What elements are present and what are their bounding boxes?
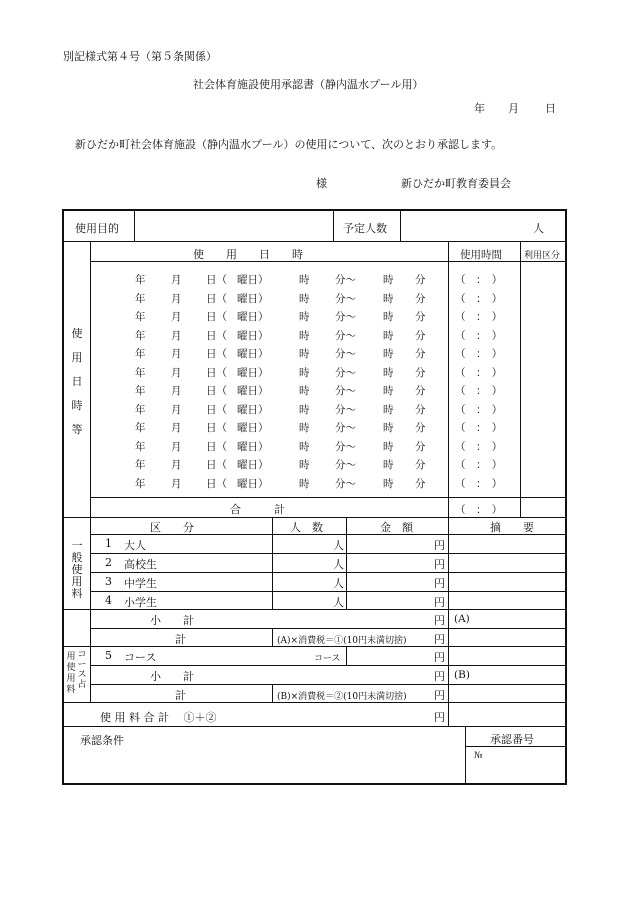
date-row-y: 年: [135, 366, 146, 379]
date-row-m2: 分: [415, 403, 426, 416]
date-row-time_paren: （ ： ）: [455, 440, 503, 453]
date-row-dow: 曜日）: [237, 459, 269, 471]
fee-amount-header: 金 額: [380, 521, 413, 534]
date-row-m1: 分〜: [335, 422, 356, 434]
date-row-h1: 時: [299, 274, 310, 286]
general-row-yen: 円: [434, 596, 445, 609]
date-row-d: 日（: [206, 366, 227, 379]
date-row-h2: 時: [383, 292, 394, 305]
date-row-dow: 曜日）: [237, 348, 269, 360]
date-row-h2: 時: [383, 311, 394, 323]
date-row-time_paren: （ ： ）: [455, 329, 503, 342]
general-row-yen: 円: [434, 577, 445, 590]
date-row-y: 年: [135, 292, 146, 305]
fee-summary-header: 摘 要: [490, 521, 534, 534]
total-time: （ ： ）: [455, 504, 503, 516]
general-row-people_unit: 人: [333, 577, 344, 590]
conditions-label: 承認条件: [80, 734, 124, 747]
date-row-y: 年: [135, 403, 146, 416]
general-row-label: 小学生: [124, 596, 157, 609]
usage-datetime-header: 使 用 日 時: [193, 248, 303, 261]
total-b-label: 計: [175, 689, 186, 702]
date-row-m: 月: [171, 477, 182, 490]
date-row-m1: 分〜: [335, 292, 356, 305]
date-row-m1: 分〜: [335, 311, 356, 323]
date-row-m1: 分〜: [335, 274, 356, 286]
grand-total-yen: 円: [434, 711, 445, 724]
date-row-y: 年: [135, 348, 146, 360]
date-row-m: 月: [171, 311, 182, 323]
general-row-label: 中学生: [124, 577, 157, 590]
general-row-num: 3: [105, 575, 112, 588]
date-row-time_paren: （ ： ）: [455, 311, 503, 323]
subtotal-b-label: 小 計: [150, 670, 194, 683]
date-row-m2: 分: [415, 274, 426, 286]
date-row-h2: 時: [383, 329, 394, 342]
date-row-m: 月: [171, 366, 182, 379]
date-row-m1: 分〜: [335, 440, 356, 453]
date-row-h1: 時: [299, 292, 310, 305]
general-row-yen: 円: [434, 539, 445, 552]
date-row-dow: 曜日）: [237, 274, 269, 286]
date-row-h2: 時: [383, 422, 394, 434]
total-label: 合 計: [230, 503, 285, 516]
date-row-m1: 分〜: [335, 403, 356, 416]
date-row-h1: 時: [299, 403, 310, 416]
date-row-h2: 時: [383, 459, 394, 471]
usage-time-header: 使用時間: [460, 249, 502, 261]
date-row-m1: 分〜: [335, 477, 356, 490]
date-row-h1: 時: [299, 459, 310, 471]
date-row-m1: 分〜: [335, 348, 356, 360]
date-row-d: 日（: [206, 274, 227, 286]
date-row-m: 月: [171, 403, 182, 416]
course-yen: 円: [434, 651, 445, 664]
date-row-h2: 時: [383, 366, 394, 379]
date-row-m: 月: [171, 329, 182, 342]
course-fee-side-label: コ ー ス 占 用 使 用 料: [66, 650, 87, 695]
date-row-h1: 時: [299, 385, 310, 397]
date-row-m2: 分: [415, 348, 426, 360]
approval-number-label: 承認番号: [490, 733, 534, 746]
date-row-dow: 曜日）: [237, 422, 269, 434]
general-row-label: 大人: [124, 539, 146, 552]
date-row-d: 日（: [206, 459, 227, 471]
general-row-num: 1: [105, 537, 112, 550]
issuer-name: 新ひだか町教育委員会: [401, 177, 511, 190]
date-row-time_paren: （ ： ）: [455, 385, 503, 397]
fee-people-header: 人 数: [290, 521, 323, 534]
date-row-dow: 曜日）: [237, 440, 269, 453]
date-row-dow: 曜日）: [237, 366, 269, 379]
date-row-dow: 曜日）: [237, 477, 269, 490]
total-b-yen: 円: [434, 689, 445, 702]
date-row-time_paren: （ ： ）: [455, 403, 503, 416]
general-row-people_unit: 人: [333, 539, 344, 552]
date-row-h1: 時: [299, 422, 310, 434]
date-row-dow: 曜日）: [237, 403, 269, 416]
date-day: 日: [545, 102, 556, 115]
date-row-m2: 分: [415, 459, 426, 471]
date-row-h2: 時: [383, 440, 394, 453]
date-row-h2: 時: [383, 348, 394, 360]
date-row-h1: 時: [299, 311, 310, 323]
date-row-time_paren: （ ： ）: [455, 366, 503, 379]
date-row-m2: 分: [415, 292, 426, 305]
date-row-m: 月: [171, 440, 182, 453]
date-row-y: 年: [135, 329, 146, 342]
date-row-y: 年: [135, 274, 146, 286]
date-row-y: 年: [135, 440, 146, 453]
date-row-d: 日（: [206, 477, 227, 490]
date-row-m: 月: [171, 385, 182, 397]
general-row-people_unit: 人: [333, 558, 344, 571]
subtotal-b-mark: (B): [454, 669, 470, 681]
date-row-h1: 時: [299, 366, 310, 379]
number-mark: №: [474, 751, 483, 761]
total-a-yen: 円: [434, 633, 445, 646]
approval-statement: 新ひだか町社会体育施設（静内温水プール）の使用について、次のとおり承認します。: [75, 138, 503, 151]
date-row-m: 月: [171, 348, 182, 360]
date-row-dow: 曜日）: [237, 311, 269, 323]
general-fee-side-label: 一 般 使 用 料: [71, 539, 83, 600]
date-row-m1: 分〜: [335, 366, 356, 379]
expected-people-label: 予定人数: [343, 222, 387, 235]
subtotal-b-yen: 円: [434, 670, 445, 683]
date-row-m2: 分: [415, 440, 426, 453]
date-row-d: 日（: [206, 385, 227, 397]
date-row-d: 日（: [206, 422, 227, 434]
grand-total-label: 使 用 料 合 計 ①＋②: [100, 711, 217, 724]
date-row-time_paren: （ ： ）: [455, 477, 503, 490]
general-row-num: 2: [105, 556, 112, 569]
date-row-y: 年: [135, 459, 146, 471]
date-row-m1: 分〜: [335, 329, 356, 342]
date-row-m2: 分: [415, 366, 426, 379]
date-row-m2: 分: [415, 385, 426, 397]
date-row-h1: 時: [299, 477, 310, 490]
date-row-dow: 曜日）: [237, 329, 269, 342]
date-row-m: 月: [171, 274, 182, 286]
general-row-num: 4: [105, 594, 112, 607]
date-row-time_paren: （ ： ）: [455, 274, 503, 286]
date-row-y: 年: [135, 311, 146, 323]
date-row-m: 月: [171, 459, 182, 471]
date-year: 年: [474, 102, 485, 115]
course-label: コース: [124, 651, 157, 664]
date-row-m2: 分: [415, 477, 426, 490]
general-row-label: 高校生: [124, 558, 157, 571]
usage-dates-side-label: 使 用 日 時 等: [71, 327, 83, 436]
date-row-h2: 時: [383, 385, 394, 397]
date-row-y: 年: [135, 477, 146, 490]
date-row-time_paren: （ ： ）: [455, 459, 503, 471]
date-row-d: 日（: [206, 329, 227, 342]
date-row-time_paren: （ ： ）: [455, 422, 503, 434]
fee-category-header: 区 分: [150, 521, 194, 534]
form-number: 別記様式第４号（第５条関係）: [63, 50, 217, 63]
date-row-m1: 分〜: [335, 459, 356, 471]
document-title: 社会体育施設使用承認書（静内温水プール用）: [193, 78, 424, 91]
date-row-h1: 時: [299, 440, 310, 453]
date-row-m: 月: [171, 292, 182, 305]
date-row-dow: 曜日）: [237, 385, 269, 397]
date-row-dow: 曜日）: [237, 292, 269, 305]
tax-note-b: (B)×消費税＝②(10円未満切捨): [277, 692, 407, 702]
date-row-d: 日（: [206, 440, 227, 453]
subtotal-a-yen: 円: [434, 614, 445, 627]
total-a-label: 計: [175, 633, 186, 646]
date-row-y: 年: [135, 422, 146, 434]
date-row-h2: 時: [383, 403, 394, 416]
date-row-d: 日（: [206, 403, 227, 416]
subtotal-a-label: 小 計: [150, 614, 194, 627]
date-row-m2: 分: [415, 311, 426, 323]
date-row-d: 日（: [206, 348, 227, 360]
date-row-time_paren: （ ： ）: [455, 348, 503, 360]
date-row-m2: 分: [415, 329, 426, 342]
subtotal-a-mark: (A): [454, 613, 470, 625]
date-row-m2: 分: [415, 422, 426, 434]
date-month: 月: [508, 102, 519, 115]
category-usage-header: 利用区分: [524, 251, 561, 261]
date-row-h2: 時: [383, 477, 394, 490]
date-row-time_paren: （ ： ）: [455, 292, 503, 305]
date-row-m1: 分〜: [335, 385, 356, 397]
date-row-h1: 時: [299, 329, 310, 342]
date-row-y: 年: [135, 385, 146, 397]
general-row-people_unit: 人: [333, 596, 344, 609]
course-num: 5: [105, 649, 112, 662]
date-row-m: 月: [171, 422, 182, 434]
date-row-d: 日（: [206, 311, 227, 323]
tax-note-a: (A)×消費税＝①(10円未満切捨): [277, 636, 407, 646]
general-row-yen: 円: [434, 558, 445, 571]
addressee-suffix: 様: [316, 177, 327, 190]
date-row-h1: 時: [299, 348, 310, 360]
date-row-h2: 時: [383, 274, 394, 286]
date-row-d: 日（: [206, 292, 227, 305]
purpose-label: 使用目的: [75, 222, 119, 235]
people-unit: 人: [533, 222, 544, 235]
course-unit: コース: [314, 654, 341, 664]
